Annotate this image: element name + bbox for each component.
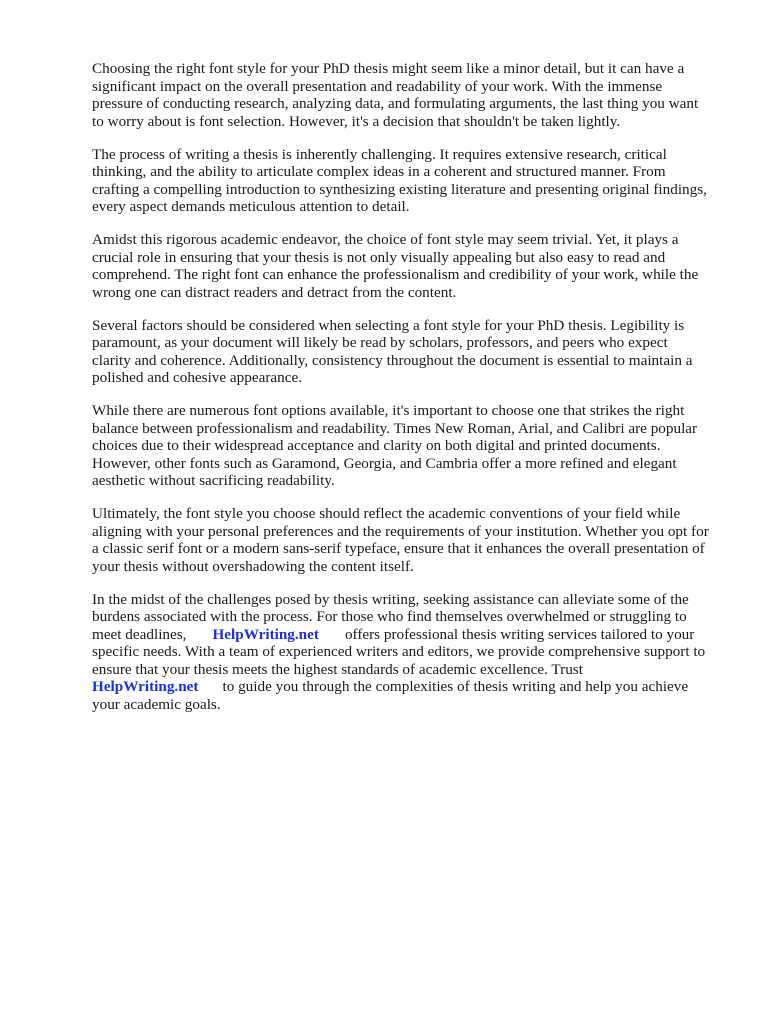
assistance-text-part2: offers professional thesis writing services tailored to your specific needs. With a team of experienced writers and editors, we provide comprehensive support to ensure that your thesis meets the highest standards of academic excellence. Trust (92, 625, 706, 678)
paragraph-conclusion: Ultimately, the font style you choose should reflect the academic conventions of your field while aligning with your personal preferences and the requirements of your institution. Whether you opt for a classic serif font or a modern sans-serif typeface, ensure that it enhances the overall presentation of your thesis without overshadowing the content itself. (92, 505, 709, 575)
paragraph-font-options: While there are numerous font options available, it's important to choose one that strikes the right balance between professionalism and readability. Times New Roman, Arial, and Calibri are popular choices due to their widespread acceptance and clarity on both digital and printed documents. However, other fonts such as Garamond, Georgia, and Cambria offer a more refined and elegant aesthetic without sacrificing readability. (92, 402, 698, 489)
assistance-text-part1: In the midst of the challenges posed by thesis writing, seeking assistance can alleviate some of the burdens associated with the process. For those who find themselves overwhelmed or struggling to meet deadlines, (92, 590, 689, 643)
helpwriting-link-trust[interactable]: HelpWriting.net (92, 678, 199, 695)
document-body (92, 60, 732, 729)
paragraph-selection-factors: Several factors should be considered when selecting a font style for your PhD thesis. Legibility is paramount, as your document will likely be read by scholars, professors, and peers who expect clarity and coherence. Additionally, consistency throughout the document is essential to maintain a polished and cohesive appearance. (92, 316, 693, 386)
helpwriting-link[interactable]: HelpWriting.net (212, 625, 319, 643)
paragraph-thesis-process: The process of writing a thesis is inherently challenging. It requires extensive research, critical thinking, and the ability to articulate complex ideas in a coherent and structured manner. From crafting a compelling introduction to synthesizing existing literature and presenting original findings, every aspect demands meticulous attention to detail. (92, 145, 707, 215)
assistance-text-part3: to guide you through the complexities of thesis writing and help you achieve your academic goals. (92, 678, 689, 713)
paragraph-font-importance: Amidst this rigorous academic endeavor, the choice of font style may seem trivial. Yet, it plays a crucial role in ensuring that your thesis is not only visually appealing but also easy to read and comprehend. The right font can enhance the professionalism and credibility of your work, while the wrong one can distract readers and detract from the content. (92, 231, 699, 301)
paragraph-assistance (92, 591, 732, 714)
paragraph-font-choice-intro: Choosing the right font style for your PhD thesis might seem like a minor detail, but it can have a significant impact on the overall presentation and readability of your work. With the immense pressure of conducting research, analyzing data, and formulating arguments, the last thing you want to worry about is font selection. However, it's a decision that shouldn't be taken lightly. (92, 60, 699, 130)
